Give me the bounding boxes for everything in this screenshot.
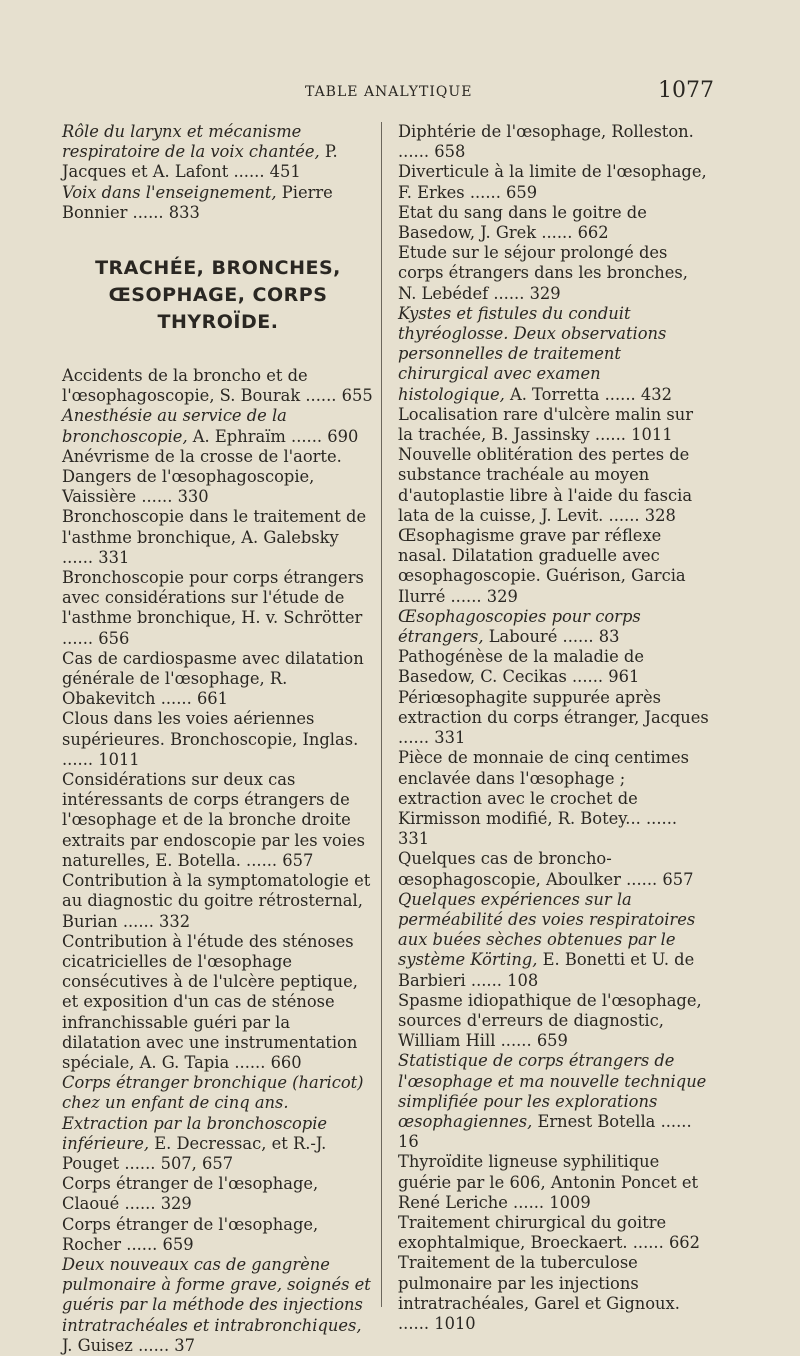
leader-dots: ...... — [566, 667, 609, 687]
leader-dots: ...... — [62, 547, 99, 567]
index-entry — [398, 122, 710, 162]
leader-dots: ...... — [228, 162, 270, 182]
entry-page-number: 329 — [160, 1194, 192, 1214]
entry-page-number: 658 — [434, 142, 466, 162]
entry-text: Clous dans les voies aériennes supérieures. Bronchoscopie, Inglas. — [62, 709, 359, 749]
index-entry — [62, 709, 374, 770]
entry-text: Accidents de la broncho et de l'œsophagoscopie, S. Bourak — [62, 366, 308, 406]
entry-page-number: 331 — [398, 829, 430, 849]
index-entry — [398, 304, 710, 405]
entry-page-number: 330 — [177, 487, 209, 507]
leader-dots: ...... — [155, 689, 197, 709]
index-entry — [398, 526, 710, 607]
index-entry — [398, 991, 710, 1052]
entry-title-italic: Voix dans l'enseignement, — [62, 182, 277, 202]
entry-text: Traitement de la tuberculose pulmonaire par les injections intratrachéales, Garel et Gignoux. — [398, 1253, 680, 1313]
entry-page-number: 659 — [506, 182, 538, 202]
leader-dots: ...... — [507, 1192, 550, 1212]
entry-page-number: 329 — [486, 586, 518, 606]
entry-page-number: 657 — [662, 869, 694, 889]
leader-dots: ...... — [62, 749, 99, 769]
entry-text: Anévrisme de la crosse de l'aorte. Dangers de l'œsophagoscopie, Vaissière — [62, 446, 342, 507]
right-entries — [398, 122, 710, 1334]
entry-text: J. Guisez — [62, 1335, 133, 1355]
index-entry — [62, 871, 374, 932]
entry-page-number: 331 — [98, 547, 130, 567]
entry-page-number: 661 — [196, 689, 229, 709]
leader-dots: ...... — [117, 911, 160, 931]
leader-dots: ...... — [627, 1233, 669, 1253]
leader-dots: ...... — [300, 386, 342, 406]
entry-text: P. Jacques et A. Lafont — [62, 142, 338, 182]
leader-dots: ...... — [121, 1234, 163, 1254]
index-entry — [398, 688, 710, 749]
index-entry — [398, 203, 710, 243]
leader-dots: ...... — [398, 142, 435, 162]
entry-page-number: 83 — [598, 627, 620, 647]
index-entry — [62, 366, 374, 406]
left-column — [62, 122, 374, 1356]
index-entry — [398, 849, 710, 889]
entry-page-number: 1011 — [98, 749, 140, 769]
page-header — [0, 78, 800, 112]
entry-text: A. Ephraïm — [187, 426, 286, 446]
entry-text: Corps étranger de l'œsophage, Rocher — [62, 1214, 319, 1254]
index-entry — [398, 748, 710, 849]
leader-dots: ...... — [655, 1111, 692, 1131]
entry-page-number: 656 — [98, 628, 130, 648]
entry-title-italic: Kystes et fistules du conduit thyréoglosse. Deux observations personnelles de traitement chirurgical avec examen histologique, — [398, 303, 667, 404]
entry-page-number: 16 — [398, 1132, 419, 1152]
entry-page-number: 657 — [282, 850, 314, 870]
entry-text: Quelques cas de broncho-œsophagoscopie, Aboulker — [398, 849, 621, 889]
index-entry — [398, 890, 710, 991]
leader-dots: ...... — [640, 808, 678, 828]
index-entry — [62, 1215, 374, 1255]
left-entries-before — [62, 122, 374, 223]
entry-page-number: 659 — [162, 1234, 194, 1254]
entry-text: Diverticule à la limite de l'œsophage, F. Erkes — [398, 162, 707, 202]
index-entry — [398, 445, 710, 526]
entry-page-number: 659 — [536, 1031, 568, 1051]
entry-page-number: 432 — [640, 384, 672, 404]
leader-dots: ...... — [557, 627, 599, 647]
leader-dots: ...... — [445, 586, 487, 606]
section-heading: TRACHÉE, BRONCHES, ŒSOPHAGE, CORPS THYROÏDE. — [95, 257, 341, 334]
entry-page-number: 328 — [644, 505, 676, 525]
entry-page-number: 451 — [269, 162, 301, 182]
index-entry — [398, 1152, 710, 1213]
leader-dots: ...... — [465, 970, 508, 990]
entry-page-number: 37 — [174, 1335, 196, 1355]
index-entry — [62, 183, 374, 223]
entry-page-number: 662 — [668, 1233, 701, 1253]
entry-title-italic: Anesthésie au service de la bronchoscopie, — [62, 406, 287, 446]
leader-dots: ...... — [620, 869, 663, 889]
index-entry — [62, 649, 374, 710]
entry-text: Traitement chirurgical du goitre exophtalmique, Broeckaert. — [398, 1212, 667, 1253]
entry-text: Cas de cardiospasme avec dilatation générale de l'œsophage, R. Obakevitch — [62, 648, 364, 709]
index-entry — [398, 1213, 710, 1253]
entry-title-italic: Deux nouveaux cas de gangrène pulmonaire à forme grave, soignés et guéris par la méthode des injections intratrachéales et intrabronchiques, — [62, 1254, 371, 1335]
index-entry — [398, 1051, 710, 1152]
entry-page-number: 332 — [159, 911, 191, 931]
entry-text: A. Torretta — [504, 384, 600, 404]
entry-page-number: 1009 — [549, 1192, 591, 1212]
entry-text: Contribution à l'étude des sténoses cicatricielles de l'œsophage consécutives à de l'ulcère peptique, et exposition d'un cas de sténose infranchissable guéri par la dilatation avec une instrumentation spéciale, A. G. Tapia — [62, 931, 358, 1072]
entry-page-number: 690 — [327, 426, 359, 446]
index-entry — [62, 406, 374, 446]
index-entry — [62, 568, 374, 649]
entry-text: Spasme idiopathique de l'œsophage, sources d'erreurs de diagnostic, William Hill — [398, 990, 702, 1051]
index-entry — [398, 647, 710, 687]
index-entry — [398, 607, 710, 647]
entry-title-italic: Quelques expériences sur la perméabilité des voies respiratoires aux buées sèches obtenues par le système Körting, — [398, 889, 696, 970]
entry-text: Œsophagisme grave par réflexe nasal. Dilatation graduelle avec œsophagoscopie. Guérison, Garcia Ilurré — [398, 526, 686, 606]
index-entry — [62, 1073, 374, 1174]
entry-title-italic: Corps étranger bronchique (haricot) chez un enfant de cinq ans. Extraction par la bronchoscopie inférieure, — [62, 1073, 364, 1153]
entry-text: Diphtérie de l'œsophage, Rolleston. — [398, 122, 694, 141]
index-entry — [62, 507, 374, 568]
leader-dots: ...... — [589, 425, 632, 445]
entry-page-number: 660 — [270, 1052, 302, 1072]
entry-page-number: 833 — [168, 202, 200, 222]
index-entry — [398, 162, 710, 202]
entry-text: E. Decressac, et R.-J. Pouget — [62, 1133, 327, 1173]
leader-dots: ...... — [285, 426, 328, 446]
leader-dots: ...... — [599, 384, 641, 404]
entry-text: Pathogénèse de la maladie de Basedow, C. Cecikas — [398, 647, 644, 687]
index-entry — [398, 1253, 710, 1334]
index-entry — [62, 1255, 374, 1356]
index-entry — [62, 447, 374, 508]
leader-dots: ...... — [132, 1335, 175, 1355]
entry-text: Corps étranger de l'œsophage, Claoué — [62, 1174, 319, 1214]
entry-page-number: 108 — [507, 970, 539, 990]
page-number: 1077 — [658, 78, 714, 103]
left-entries — [62, 366, 374, 1356]
leader-dots: ...... — [495, 1031, 537, 1051]
index-entry — [62, 122, 374, 183]
leader-dots: ...... — [398, 1313, 435, 1333]
leader-dots: ...... — [229, 1052, 271, 1072]
entry-page-number: 1010 — [434, 1313, 476, 1333]
running-head: TABLE ANALYTIQUE — [305, 84, 473, 100]
entry-text: Bronchoscopie pour corps étrangers avec considérations sur l'étude de l'asthme bronchique, H. v. Schrötter — [62, 568, 364, 628]
entry-text: Contribution à la symptomatologie et au diagnostic du goitre rétrosternal, Burian — [62, 871, 371, 931]
leader-dots: ...... — [536, 223, 578, 243]
entry-text: Etat du sang dans le goitre de Basedow, J. Grek — [398, 202, 647, 243]
entry-text: Nouvelle oblitération des pertes de substance trachéale au moyen d'autoplastie libre à l'aide du fascia lata de la cuisse, J. Levit. — [398, 445, 693, 525]
entry-page-number: 1011 — [631, 425, 673, 445]
leader-dots: ...... — [240, 850, 283, 870]
entry-page-number: 655 — [341, 386, 373, 406]
entry-page-number: 662 — [577, 223, 609, 243]
index-entry — [62, 932, 374, 1073]
entry-title-italic: Rôle du larynx et mécanisme respiratoire de la voix chantée, — [62, 122, 320, 162]
leader-dots: ...... — [62, 628, 99, 648]
index-entry — [62, 1174, 374, 1214]
entry-text: Etude sur le séjour prolongé des corps étrangers dans les bronches, N. Lebédef — [398, 243, 688, 303]
entry-text: Périœsophagite suppurée après extraction du corps étranger, Jacques — [398, 687, 709, 727]
entry-text: Localisation rare d'ulcère malin sur la trachée, B. Jassinsky — [398, 404, 693, 445]
leader-dots: ...... — [398, 728, 435, 748]
entry-page-number: 329 — [529, 283, 561, 303]
entry-text: Labouré — [483, 627, 558, 647]
entry-text: Bronchoscopie dans le traitement de l'asthme bronchique, A. Galebsky — [62, 507, 367, 547]
entry-text: Thyroïdite ligneuse syphilitique guérie par le 606, Antonin Poncet et René Leriche — [398, 1152, 699, 1212]
leader-dots: ...... — [603, 505, 645, 525]
column-divider — [381, 122, 382, 1307]
entry-text: E. Bonetti et U. de Barbieri — [398, 950, 695, 990]
entry-page-number: 331 — [434, 728, 466, 748]
entry-page-number: 961 — [608, 667, 640, 687]
index-entry — [62, 770, 374, 871]
entry-text: Ernest Botella — [532, 1111, 656, 1131]
index-entry — [398, 243, 710, 304]
leader-dots: ...... — [488, 283, 530, 303]
leader-dots: ...... — [136, 487, 178, 507]
entry-page-number: 507, 657 — [160, 1153, 234, 1173]
index-entry — [398, 405, 710, 445]
entry-title-italic: Statistique de corps étrangers de l'œsophage et ma nouvelle technique simplifiée pour les explorations œsophagiennes, — [398, 1051, 707, 1131]
leader-dots: ...... — [127, 202, 169, 222]
entry-text: Pierre Bonnier — [62, 182, 333, 222]
entry-title-italic: Œsophagoscopies pour corps étrangers, — [398, 606, 641, 647]
entry-text: Considérations sur deux cas intéressants de corps étrangers de l'œsophage et de la bronche droite extraits par endoscopie par les voies naturelles, E. Botella. — [62, 770, 365, 870]
leader-dots: ...... — [464, 182, 507, 202]
right-column — [398, 122, 710, 1334]
leader-dots: ...... — [119, 1194, 161, 1214]
leader-dots: ...... — [119, 1153, 161, 1173]
entry-text: Pièce de monnaie de cinq centimes enclavée dans l'œsophage ; extraction avec le crochet de Kirmisson modifié, R. Botey... — [398, 748, 689, 828]
